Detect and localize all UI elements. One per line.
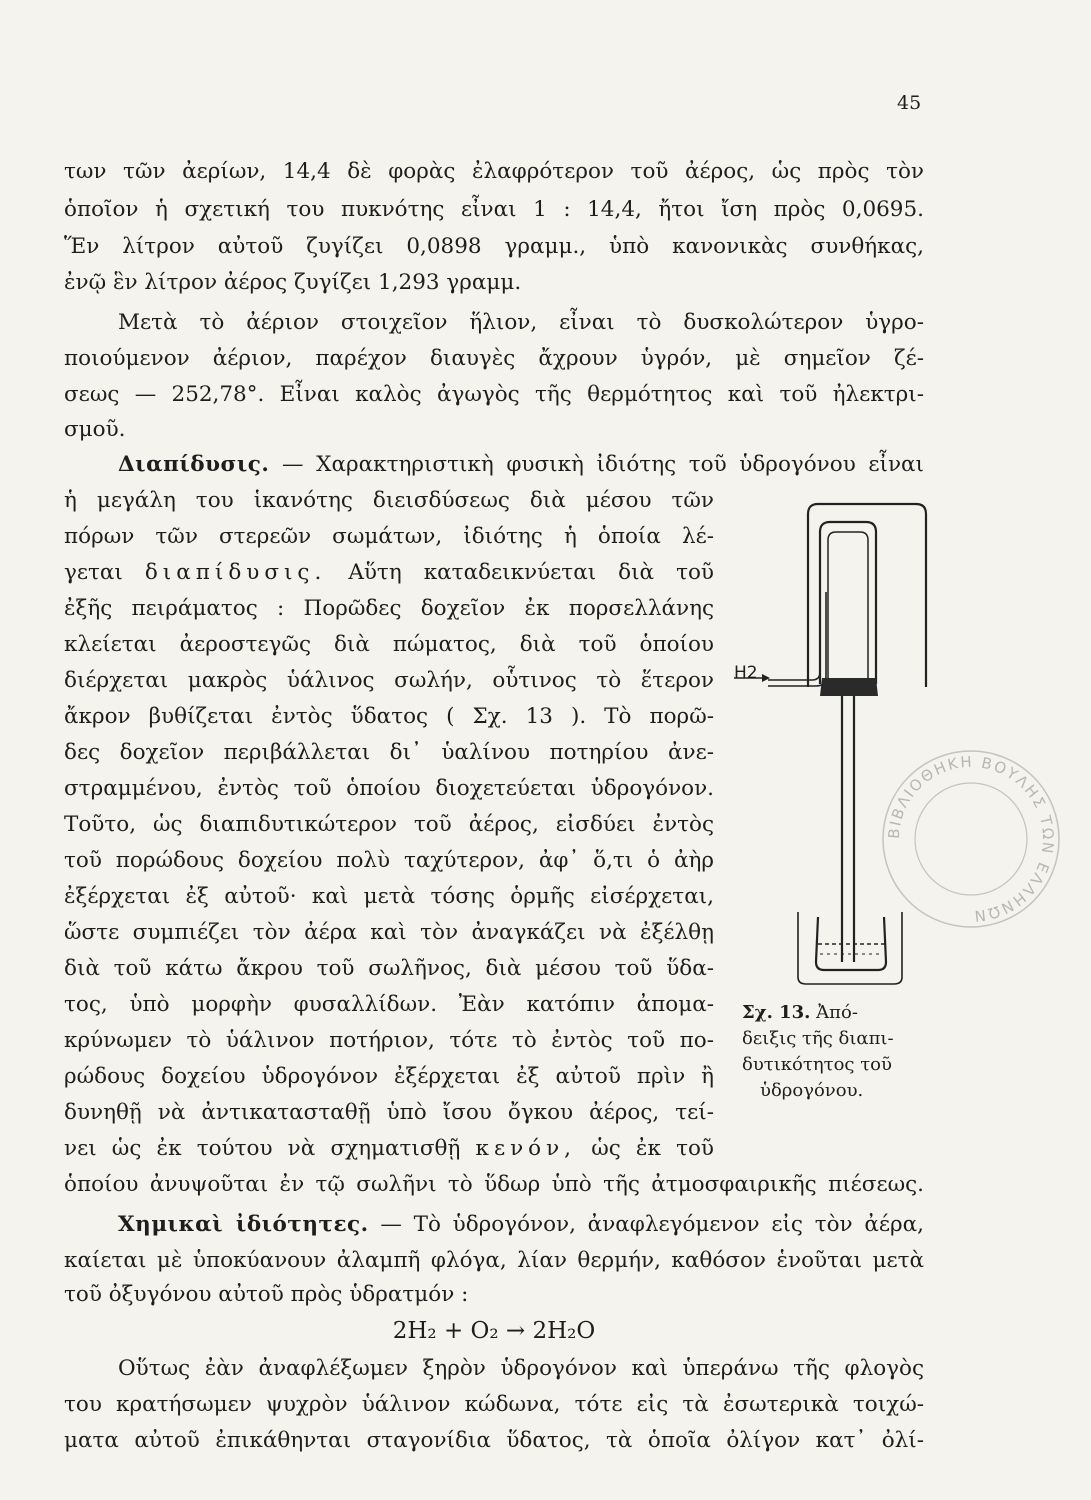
library-stamp	[876, 744, 1066, 934]
text-line: ἡ μεγάλη του ἱκανότης διεισδύσεως διὰ μέσου τῶν	[64, 488, 714, 513]
text-span: γεται	[64, 560, 123, 585]
text-line: ὥστε συμπιέζει τὸν ἀέρα καὶ τὸν ἀναγκάζει νὰ ἐξέλθῃ	[64, 920, 714, 945]
text-line: Τοῦτο, ὡς διαπιδυτικώτερον τοῦ ἀέρος, εἰσδύει ἐντὸς	[64, 812, 714, 837]
text-line: τοῦ πορώδους δοχείου πολὺ ταχύτερον, ἀφ᾽ ὅ,τι ὁ ἀὴρ	[64, 848, 714, 873]
text-line: τος, ὑπὸ μορφὴν φυσαλλίδων. Ἐὰν κατόπιν ἀπομα-	[64, 992, 714, 1017]
chemical-heading-line	[118, 1210, 924, 1240]
text-line: ἄκρον βυθίζεται ἐντὸς ὕδατος ( Σχ. 13 ). Τὸ πορῶ-	[64, 704, 714, 729]
emphasized-term: διαπίδυσις.	[144, 560, 327, 585]
figure-caption-line: δυτικότητος τοῦ	[742, 1054, 892, 1075]
text-line: των τῶν ἀερίων, 14,4 δὲ φορὰς ἐλαφρότερον τοῦ ἀέρος, ὡς πρὸς τὸν	[64, 159, 924, 184]
page-number: 45	[897, 92, 922, 114]
text-line: ἐνῷ ἓν λίτρον ἀέρος ζυγίζει 1,293 γραμμ.	[64, 270, 522, 295]
text-line: τοῦ ὀξυγόνου αὐτοῦ πρὸς ὑδρατμόν :	[64, 1282, 469, 1307]
text-line: ὁποῖον ἡ σχετική του πυκνότης εἶναι 1 : 14,4, ἤτοι ἴση πρὸς 0,0695.	[64, 197, 924, 222]
text-line: πόρων τῶν στερεῶν σωμάτων, ἰδιότης ἡ ὁποία λέ-	[64, 524, 714, 549]
text-line: διὰ τοῦ κάτω ἄκρου τοῦ σωλῆνος, διὰ μέσου τοῦ ὕδα-	[64, 956, 714, 981]
text-line: ὁποίου ἀνυψοῦται ἐν τῷ σωλῆνι τὸ ὕδωρ ὑπὸ τῆς ἀτμοσφαιρικῆς πιέσεως.	[64, 1172, 924, 1197]
text-span: νει ὡς ἐκ τούτου νὰ σχηματισθῇ	[64, 1136, 461, 1161]
diffusion-term-line	[64, 558, 714, 588]
section-heading: Διαπίδυσις.	[118, 452, 270, 477]
text-span: ὡς ἐκ τοῦ	[591, 1136, 714, 1161]
text-line: διέρχεται μακρὸς ὑάλινος σωλήν, οὗτινος τὸ ἕτερον	[64, 668, 714, 693]
stamp-text: ΒΙΒΛΙΟΘΗΚΗ ΒΟΥΛΗΣ ΤΩΝ ΕΛΛΗΝΩΝ	[884, 752, 1058, 926]
hydrogen-label: H2	[734, 663, 758, 683]
text-line: του κρατήσωμεν ψυχρὸν ὑάλινον κώδωνα, τότε εἰς τὰ ἐσωτερικὰ τοιχώ-	[64, 1392, 924, 1417]
diffusion-heading-line	[118, 450, 924, 480]
text-line: σεως — 252,78°. Εἶναι καλὸς ἀγωγὸς τῆς θερμότητος καὶ τοῦ ἠλεκτρι-	[64, 382, 924, 407]
text-line: Μετὰ τὸ ἀέριον στοιχεῖον ἥλιον, εἶναι τὸ δυσκολώτερον ὑγρο-	[118, 310, 924, 335]
text-line: ἐξῆς πειράματος : Πορῶδες δοχεῖον ἐκ πορσελλάνης	[64, 596, 714, 621]
text-line: Οὕτως ἐὰν ἀναφλέξωμεν ξηρὸν ὑδρογόνον καὶ ὑπεράνω τῆς φλογὸς	[118, 1356, 924, 1381]
text-line: καίεται μὲ ὑποκύανουν ἀλαμπῆ φλόγα, λίαν θερμήν, καθόσον ἑνοῦται μετὰ	[64, 1248, 924, 1273]
text-span: — Τὸ ὑδρογόνον, ἀναφλεγόμενον εἰς τὸν ἀέρα,	[380, 1212, 924, 1237]
text-span: Αὕτη καταδεικνύεται διὰ τοῦ	[348, 560, 714, 585]
text-line: ματα αὐτοῦ ἐπικάθηνται σταγονίδια ὕδατος, τὰ ὁποῖα ὀλίγον κατ᾽ ὀλί-	[64, 1428, 924, 1453]
text-line: κλείεται ἀεροστεγῶς διὰ πώματος, διὰ τοῦ ὁποίου	[64, 632, 714, 657]
text-line: στραμμένου, ἐντὸς τοῦ ὁποίου διοχετεύεται ὑδρογόνον.	[64, 776, 714, 801]
text-line: ἐξέρχεται ἐξ αὐτοῦ· καὶ μετὰ τόσης ὁρμῆς εἰσέρχεται,	[64, 884, 714, 909]
text-line: δες δοχεῖον περιβάλλεται δι᾽ ὑαλίνου ποτηρίου ἀνε-	[64, 740, 714, 765]
text-line: δυνηθῇ νὰ ἀντικατασταθῇ ὑπὸ ἴσου ὄγκου ἀέρος, τεί-	[64, 1100, 714, 1125]
figure-caption-line: δειξις τῆς διαπι-	[742, 1028, 894, 1049]
text-line: κρύνωμεν τὸ ὑάλινον ποτήριον, τότε τὸ ἐντὸς τοῦ πο-	[64, 1028, 714, 1053]
svg-text:ΒΙΒΛΙΟΘΗΚΗ ΒΟΥΛΗΣ ΤΩΝ ΕΛΛΗΝΩΝ	[885, 753, 1057, 925]
emphasized-term: κενόν,	[475, 1136, 577, 1161]
figure-number: Σχ. 13.	[742, 1002, 811, 1023]
text-span: — Χαρακτηριστικὴ φυσικὴ ἰδιότης τοῦ ὑδρογόνου εἶναι	[282, 452, 924, 477]
text-line: ρώδους δοχείου ὑδρογόνον ἐξέρχεται ἐξ αὐτοῦ πρὶν ἢ	[64, 1064, 714, 1089]
text-span: Ἀπό-	[816, 1002, 858, 1023]
figure-caption-line	[742, 1000, 922, 1026]
text-line: Ἕν λίτρον αὐτοῦ ζυγίζει 0,0898 γραμμ., ὑπὸ κανονικὰς συνθήκας,	[64, 234, 924, 259]
chemical-equation: 2H₂ + O₂ → 2H₂O	[392, 1318, 596, 1344]
kenon-term-line	[64, 1134, 714, 1164]
section-heading: Χημικαὶ ἰδιότητες.	[118, 1212, 369, 1237]
figure-caption-line: ὑδρογόνου.	[760, 1080, 864, 1101]
text-line: ποιούμενον ἀέριον, παρέχον διαυγὲς ἄχρουν ὑγρόν, μὲ σημεῖον ζέ-	[64, 346, 924, 371]
text-line: σμοῦ.	[64, 417, 126, 442]
